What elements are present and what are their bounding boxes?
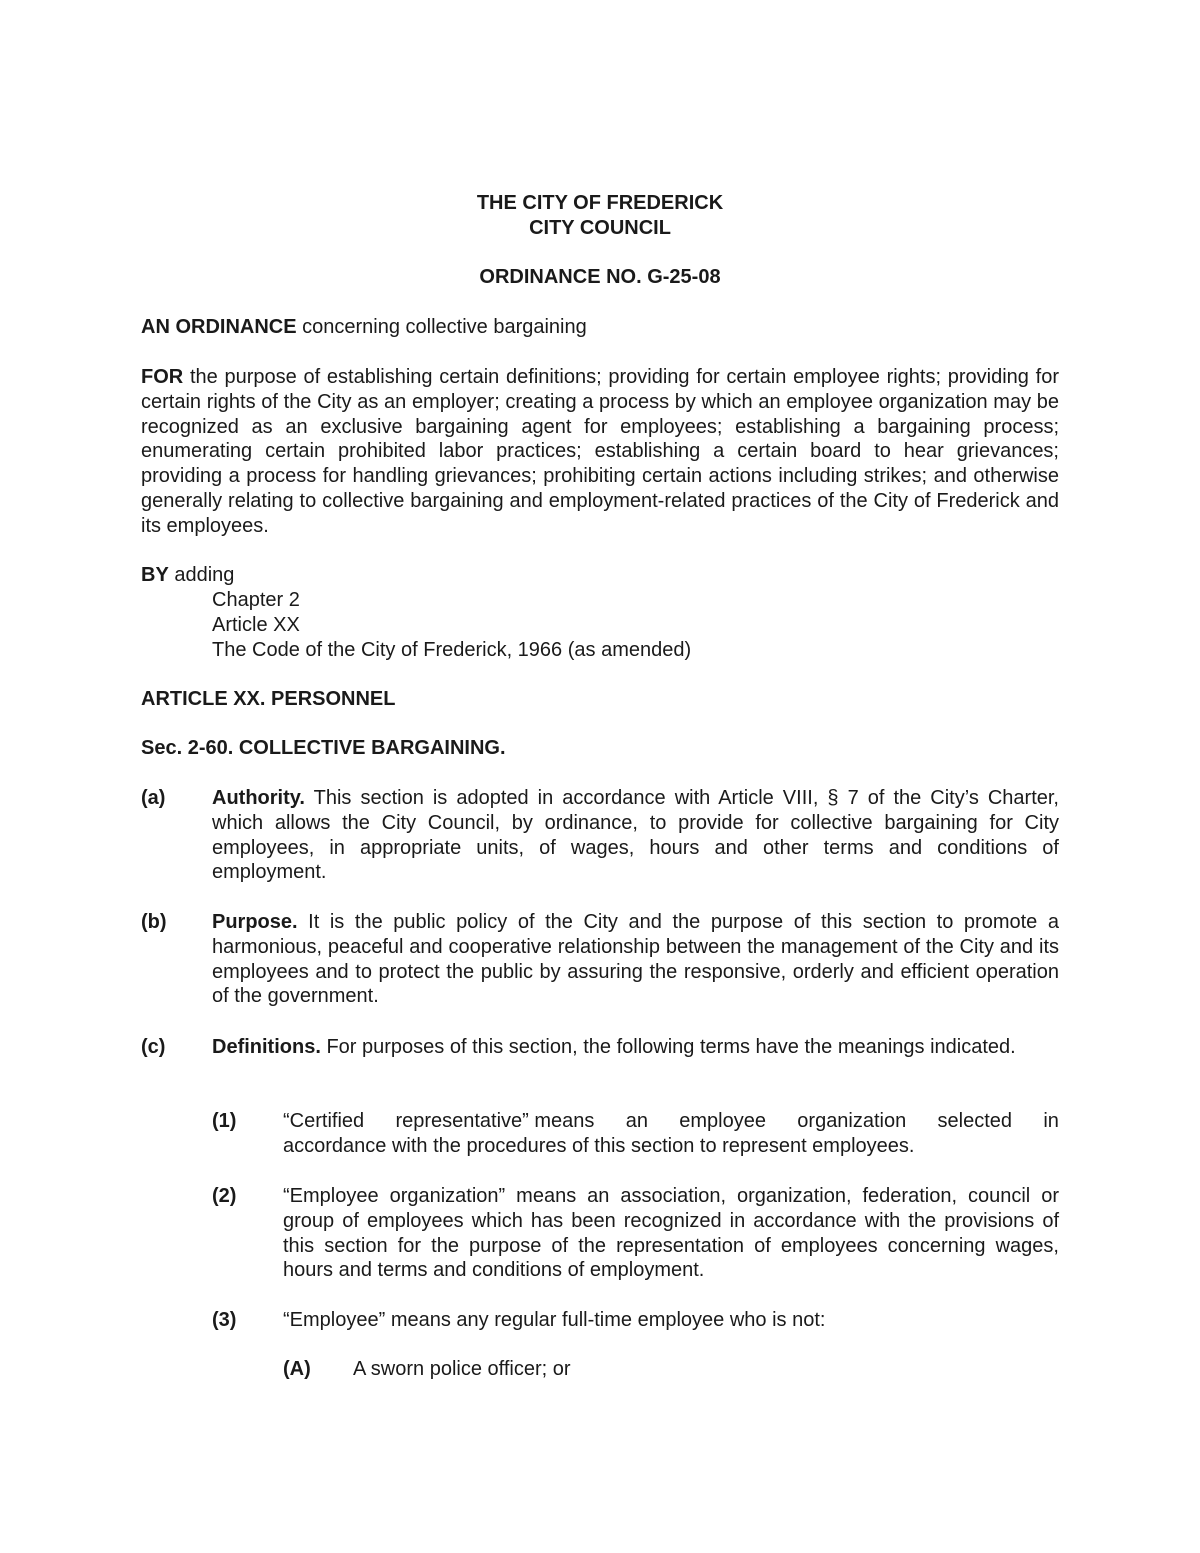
definition-employee: “Employee” means any regular full-time employee who is not: [283, 1309, 826, 1331]
authority-text: This section is adopted in accordance with Article VIII, § 7 of the City’s Charter, which allows the City Council, by ordinance, to provide for collective bargaining for City employees, in appropriate units, of wages, hours and other terms and conditions of employment. [212, 787, 1059, 884]
by-line-code: The Code of the City of Frederick, 1966 (as amended) [212, 638, 692, 661]
article-heading: ARTICLE XX. PERSONNEL [141, 688, 396, 710]
purpose-title: Purpose. [212, 911, 298, 933]
definition-1-word: an [625, 1110, 648, 1132]
subsection-label-b: (b) [141, 911, 167, 933]
ordinance-subject-lead: AN ORDINANCE [141, 316, 297, 338]
by-text: adding [168, 564, 235, 586]
purpose-paragraph [141, 365, 1059, 539]
by-lead: BY [141, 564, 169, 586]
ordinance-number: ORDINANCE NO. G-25-08 [479, 266, 721, 288]
ordinance-subject-text: concerning collective bargaining [296, 316, 587, 338]
definition-1-word: organization [797, 1110, 907, 1132]
section-heading: Sec. 2-60. COLLECTIVE BARGAINING. [141, 737, 506, 759]
by-adding-list [212, 588, 691, 662]
definitions-title: Definitions. [212, 1036, 321, 1058]
definition-certified-representative [283, 1109, 1059, 1159]
definition-1-line1 [283, 1109, 1059, 1134]
definition-1-line2: accordance with the procedures of this section to represent employees. [283, 1134, 915, 1157]
subsection-authority [212, 786, 1059, 885]
by-line-chapter: Chapter 2 [212, 589, 300, 611]
purpose-text: the purpose of establishing certain definitions; providing for certain employee rights; providing for certain rights of the City as an employer; creating a process by which an employee organization may be recognized as an exclusive bargaining agent for employees; establishing a bargaining process; enumerating certain prohibited labor practices; establishing a certain board to hear grievances; providing a process for handling grievances; prohibiting certain actions including strikes; and otherwise generally relating to collective bargaining and employment-related practices of the City of Frederick and its employees. [141, 366, 1059, 537]
by-adding [141, 563, 1059, 588]
purpose-lead: FOR [141, 366, 184, 388]
subsection-definitions [212, 1035, 1059, 1060]
definition-exclusion-police: A sworn police officer; or [353, 1358, 571, 1380]
definition-1-word: selected [937, 1110, 1013, 1132]
definition-1-word: representative” means [395, 1110, 595, 1132]
purpose-section-text: It is the public policy of the City and the purpose of this section to promote a harmonious, peaceful and cooperative relationship between the management of the City and its employees and to protect the public by assuring the responsive, orderly and efficient operation of the government. [212, 911, 1059, 1008]
definition-1-word: in [1043, 1110, 1059, 1132]
ordinance-subject [141, 315, 1059, 340]
document-header [0, 191, 1200, 241]
header-city-name: THE CITY OF FREDERICK [476, 192, 724, 214]
definition-1-word: employee [679, 1110, 766, 1132]
header-council: CITY COUNCIL [529, 216, 671, 239]
by-line-article: Article XX [212, 613, 300, 636]
definition-label-3A: (A) [283, 1358, 311, 1380]
definition-employee-organization: “Employee organization” means an association, organization, federation, council or group of employees which has been recognized in accordance with the provisions of this section for the purpose of the representation of employees concerning wages, hours and terms and conditions of employment. [283, 1185, 1059, 1282]
subsection-purpose [212, 910, 1059, 1009]
definition-label-1: (1) [212, 1110, 237, 1132]
definition-label-2: (2) [212, 1185, 237, 1207]
authority-title: Authority. [212, 787, 305, 809]
definition-1-word: “Certified [283, 1110, 365, 1132]
subsection-label-c: (c) [141, 1036, 166, 1058]
definition-label-3: (3) [212, 1309, 237, 1331]
definitions-text: For purposes of this section, the following terms have the meanings indicated. [320, 1036, 1016, 1058]
subsection-label-a: (a) [141, 787, 166, 809]
